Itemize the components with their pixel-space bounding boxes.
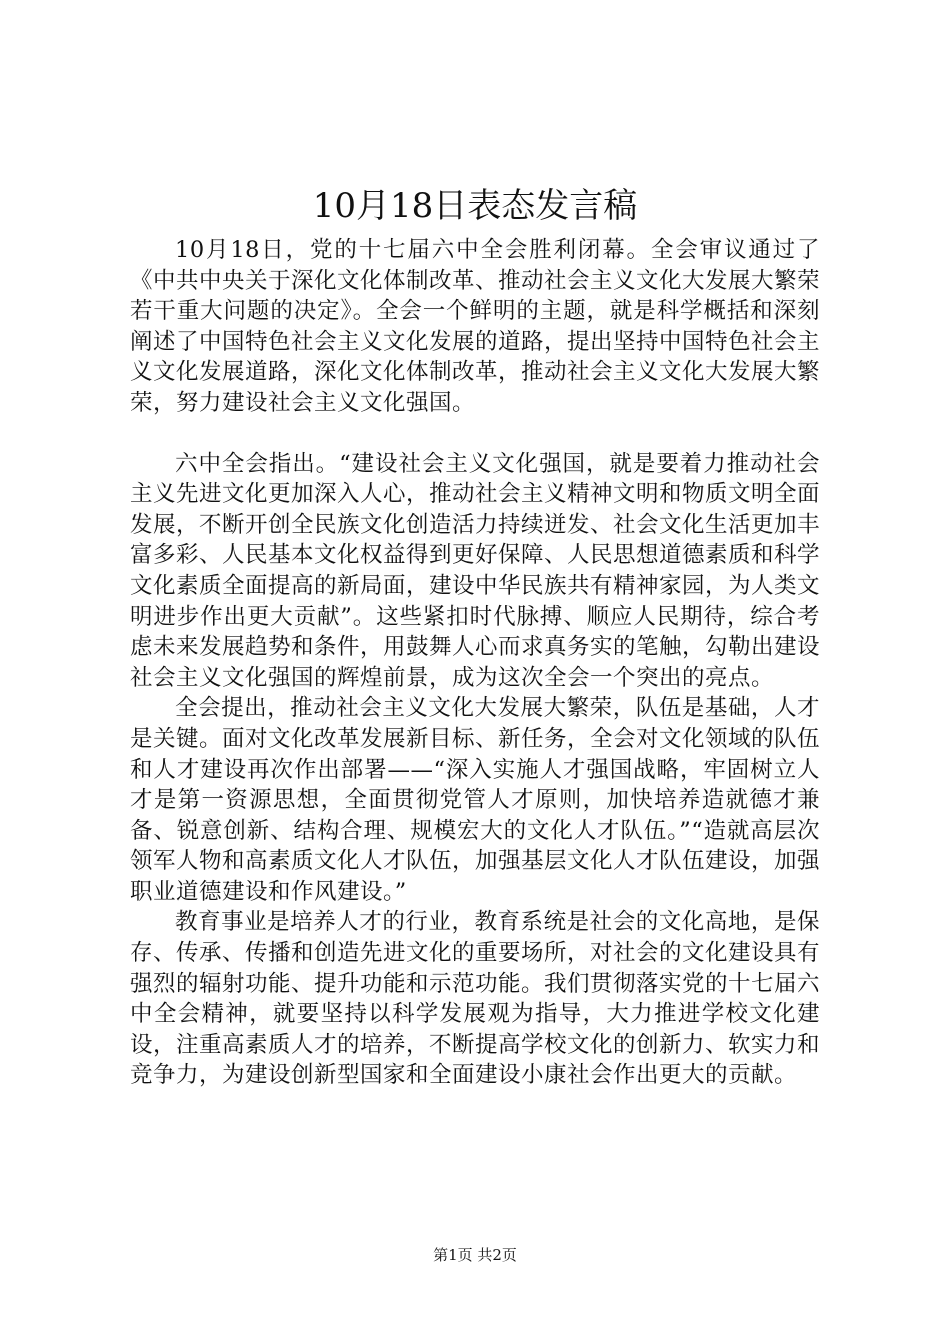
document-title: 10月18日表态发言稿 bbox=[312, 186, 638, 226]
paragraph-1: 10月18日，党的十七届六中全会胜利闭幕。全会审议通过了《中共中央关于深化文化体制改革、推动社会主义文化大发展大繁荣若干重大问题的决定》。全会一个鲜明的主题，就是科学概括和深刻阐述了中国特色社会主义文化发展的道路，提出坚持中国特色社会主义文化发展道路，深化文化体制改革，推动社会主义文化大发展大繁荣，努力建设社会主义文化强国。 bbox=[130, 237, 821, 416]
paragraph-3: 全会提出，推动社会主义文化大发展大繁荣，队伍是基础，人才是关键。面对文化改革发展新目标、新任务，全会对文化领域的队伍和人才建设再次作出部署——“深入实施人才强国战略，牢固树立人才是第一资源思想，全面贯彻党管人才原则，加快培养造就德才兼备、锐意创新、结构合理、规模宏大的文化人才队伍。”“造就高层次领军人物和高素质文化人才队伍，加强基层文化人才队伍建设，加强职业道德建设和作风建设。” bbox=[130, 695, 821, 905]
paragraph-2: 六中全会指出。“建设社会主义文化强国，就是要着力推动社会主义先进文化更加深入人心，推动社会主义精神文明和物质文明全面发展，不断开创全民族文化创造活力持续迸发、社会文化生活更加丰富多彩、人民基本文化权益得到更好保障、人民思想道德素质和科学文化素质全面提高的新局面，建设中华民族共有精神家园，为人类文明进步作出更大贡献”。这些紧扣时代脉搏、顺应人民期待，综合考虑未来发展趋势和条件，用鼓舞人心而求真务实的笔触，勾勒出建设社会主义文化强国的辉煌前景，成为这次全会一个突出的亮点。 bbox=[130, 450, 821, 691]
document-body bbox=[130, 235, 820, 1091]
page-number-indicator: 第1页 共2页 bbox=[433, 1246, 517, 1264]
page-footer bbox=[0, 1244, 950, 1266]
paragraph-4: 教育事业是培养人才的行业，教育系统是社会的文化高地，是保存、传承、传播和创造先进文化的重要场所，对社会的文化建设具有强烈的辐射功能、提升功能和示范功能。我们贯彻落实党的十七届六中全会精神，就要坚持以科学发展观为指导，大力推进学校文化建设，注重高素质人才的培养，不断提高学校文化的创新力、软实力和竞争力，为建设创新型国家和全面建设小康社会作出更大的贡献。 bbox=[130, 909, 821, 1089]
